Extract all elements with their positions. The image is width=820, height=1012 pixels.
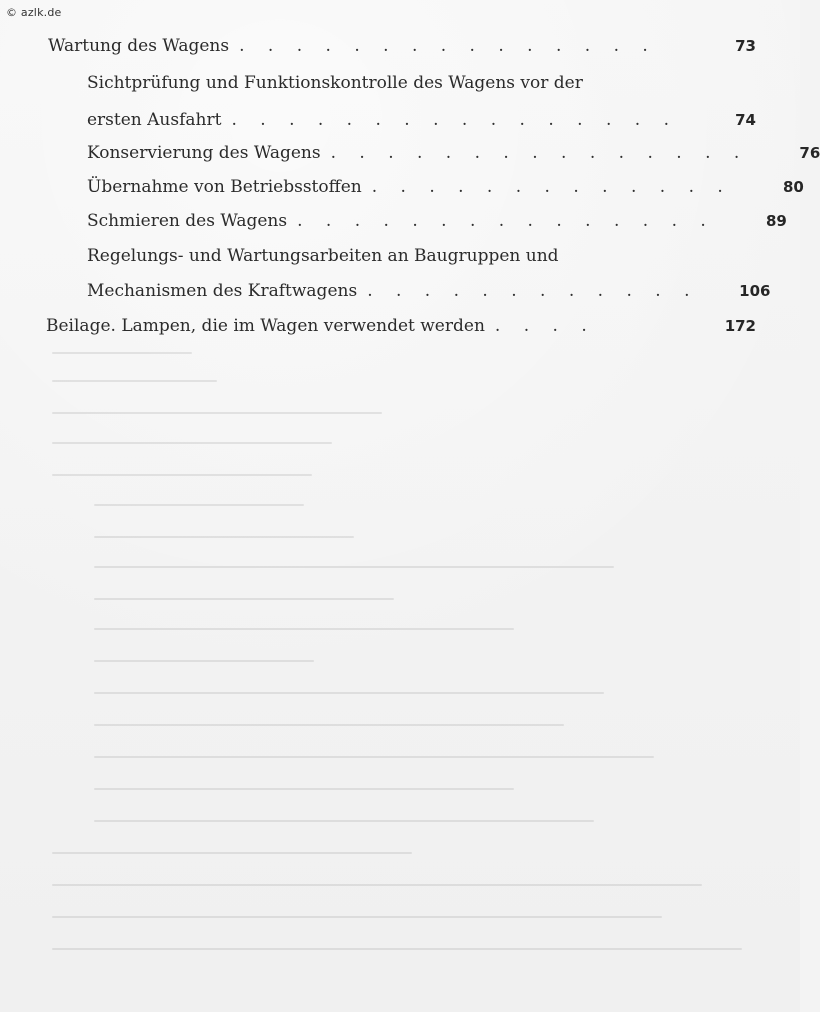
toc-entry-sichtpruefung [87,112,756,129]
toc-entry-uebernahme-betriebsstoffe [87,177,804,197]
toc-entry-page: 89 [765,212,787,230]
toc-entry-beilage-lampen [46,318,756,335]
toc-entry-title: Übernahme von Betriebsstoffen [87,177,362,197]
toc-entry-title: Wartung des Wagens [48,36,230,56]
toc-entry-page: 73 [735,37,756,55]
toc-entry-page: 74 [735,111,756,129]
toc-leader-dots: . . . . . . . . . . . . [367,281,699,301]
toc-leader-dots: . . . . . . . . . . . . . . . [330,143,749,163]
toc-entry-wartung-des-wagens [48,38,756,55]
toc-leader-dots: . . . . . . . . . . . . . . . [297,211,715,231]
toc-entry-regelungs [87,281,771,301]
toc-entry-page: 172 [724,317,756,335]
toc-entry-title-line2: Mechanismen des Kraftwagens [87,281,358,301]
toc-entry-title: Schmieren des Wagens [87,211,288,231]
toc-leader-dots: . . . . . . . . . . . . . [371,177,732,197]
toc-entry-konservierung [87,143,820,163]
toc-entry-page: 80 [782,178,804,196]
toc-leader-dots: . . . . . . . . . . . . . . . [239,36,657,56]
toc-entry-page: 106 [739,282,771,300]
toc-entry-title: Konservierung des Wagens [87,143,321,163]
toc-leader-dots: . . . . . . . . . . . . . . . . [231,110,678,130]
toc-entry-sichtpruefung-line1: Sichtprüfung und Funktionskontrolle des Wagens vor der [87,73,583,93]
watermark: © azlk.de [6,6,62,19]
toc-entry-page: 76 [799,144,820,162]
toc-leader-dots: . . . . [494,316,596,336]
toc-entry-regelungs-line1: Regelungs- und Wartungsarbeiten an Baugruppen und [87,246,559,266]
toc-entry-title-line2: ersten Ausfahrt [87,110,222,130]
toc-entry-title: Beilage. Lampen, die im Wagen verwendet werden [46,316,485,336]
toc-entry-schmieren [87,211,787,231]
